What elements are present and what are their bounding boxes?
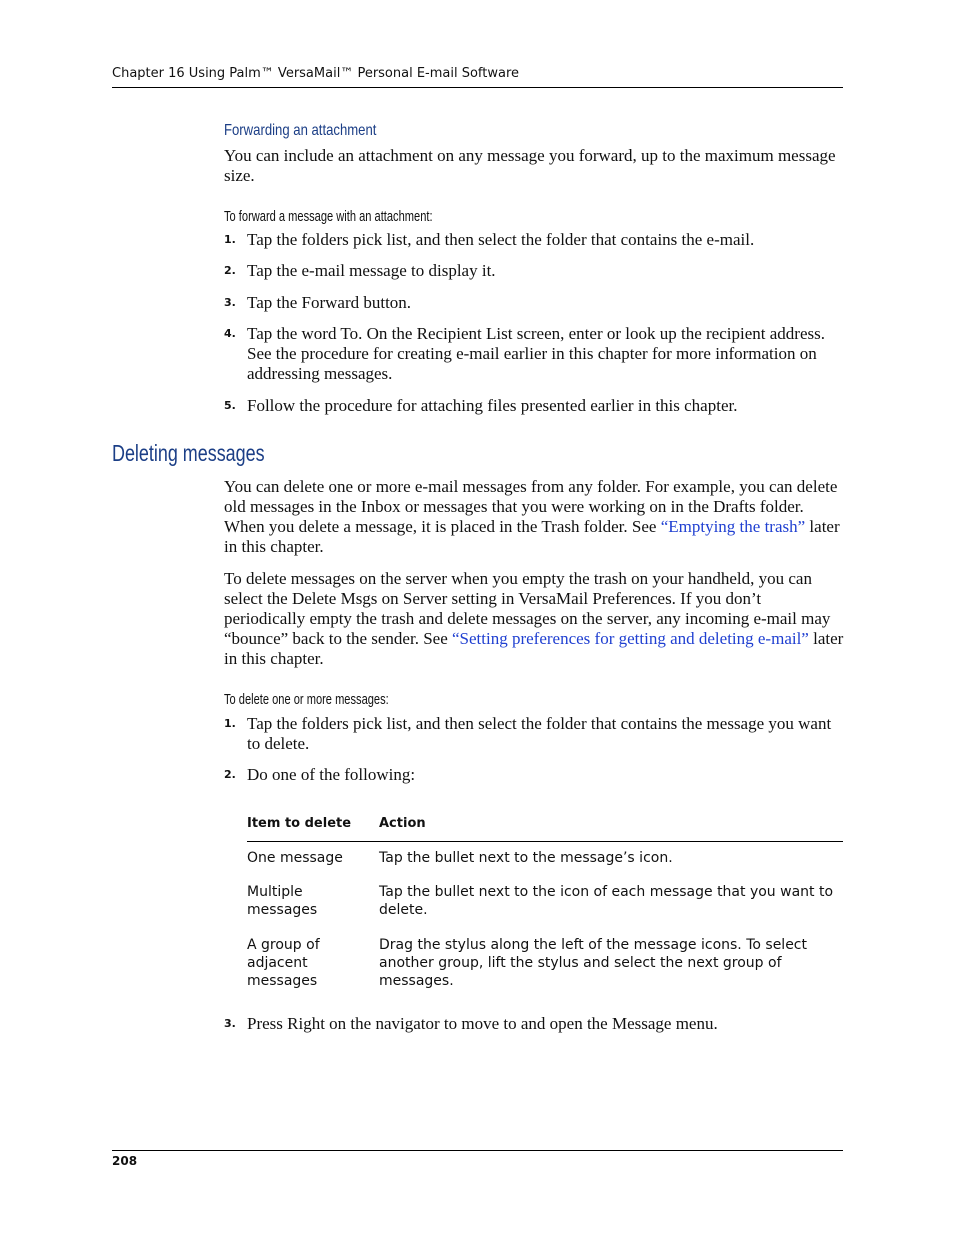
forward-procedure-heading: To forward a message with an attachment: [224,208,433,225]
step-number: 3. [224,1017,236,1030]
paragraph-tail: later in this chapter. [224,517,840,556]
step-text: Tap the folders pick list, and then select the folder that contains the message you want to delete. [247,714,832,753]
running-head: Chapter 16 Using Palm™ VersaMail™ Personal E-mail Software [112,66,520,81]
paragraph-text: To delete messages on the server when you empty the trash on your handheld, you can select the Delete Msgs on Server setting in VersaMail Preferences. If you don’t periodically empty the trash and delete messages on the server, any incoming e-mail may “bounce” back to the sender. See [224,569,831,648]
table-header-item: Item to delete [247,816,352,831]
deleting-paragraph-2 [224,569,844,669]
forwarding-intro: You can include an attachment on any message you forward, up to the maximum message size. [224,146,836,185]
table-header-rule [247,841,843,842]
forwarding-heading: Forwarding an attachment [224,122,377,139]
delete-procedure-heading: To delete one or more messages: [224,691,389,708]
emptying-trash-link[interactable]: “Emptying the trash” [660,517,806,536]
step-number: 3. [224,296,236,309]
table-cell-item: A group of adjacent messages [247,937,320,989]
step-number: 1. [224,717,236,730]
deleting-paragraph-1 [224,477,844,557]
step-number: 2. [224,768,236,781]
step-text: Tap the e-mail message to display it. [247,261,496,280]
paragraph-tail: later in this chapter. [224,629,844,668]
step-text: Press Right on the navigator to move to and open the Message menu. [247,1014,718,1033]
step-text: Follow the procedure for attaching files presented earlier in this chapter. [247,396,738,415]
step-number: 2. [224,264,236,277]
setting-preferences-link[interactable]: “Setting preferences for getting and deleting e-mail” [452,629,809,648]
table-cell-item: Multiple messages [247,884,318,918]
deleting-heading: Deleting messages [112,440,265,466]
step-text: Tap the Forward button. [247,293,412,312]
step-number: 5. [224,399,236,412]
table-cell-action: Tap the bullet next to the icon of each message that you want to delete. [379,884,834,918]
table-header-action: Action [379,816,426,831]
step-number: 1. [224,233,236,246]
header-rule [112,87,843,88]
table-cell-item: One message [247,850,343,866]
step-text: Tap the folders pick list, and then select the folder that contains the e-mail. [247,230,755,249]
table-cell-action: Tap the bullet next to the message’s icon. [379,850,673,866]
table-cell-action: Drag the stylus along the left of the message icons. To select another group, lift the stylus and select the next group of messages. [379,937,807,989]
page-number: 208 [112,1154,138,1168]
step-text: Tap the word To. On the Recipient List screen, enter or look up the recipient address. See the procedure for creating e-mail earlier in this chapter for more information on addressing messages. [247,324,825,383]
footer-rule [112,1150,843,1151]
step-text: Do one of the following: [247,765,416,784]
step-number: 4. [224,327,236,340]
paragraph-text: You can delete one or more e-mail messages from any folder. For example, you can delete old messages in the Inbox or messages that you were working on in the Drafts folder. When you delete a message, it is placed in the Trash folder. See [224,477,838,536]
